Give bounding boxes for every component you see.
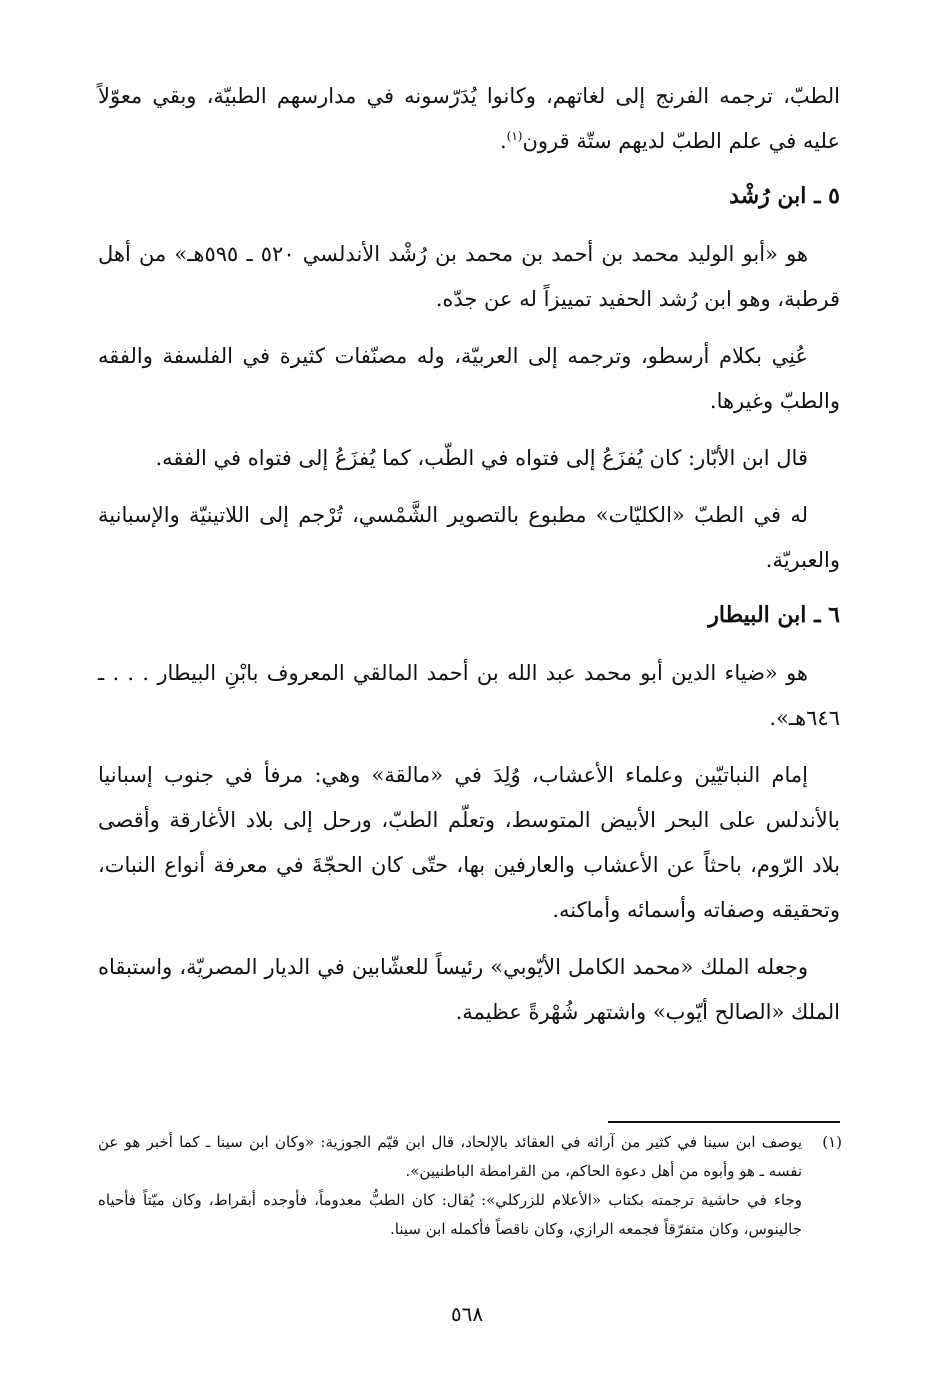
paragraph-ibn-rushd-kulliyat: له في الطبّ «الكليّات» مطبوع بالتصوير الشَّمْسي، تُرْجم إلى اللاتينيّة والإسبانية والعبريّة. [98,503,840,572]
paragraph-ibn-al-baitar-name: هو «ضياء الدين أبو محمد عبد الله بن أحمد المالقي المعروف بابْنِ البيطار . . . ـ ٦٤٦هـ». [98,661,840,730]
footnote-text: يوصف ابن سينا في كثير من آرائه في العقائد بالإلحاد، قال ابن قيّم الجوزية: «وكان ابن سينا ـ كما أخبر هو عن نفسه ـ هو وأبوه من أهل دعوة الحاكم، من القرامطة الباطنيين». [98,1133,802,1180]
paragraph-ibn-al-baitar-king: وجعله الملك «محمد الكامل الأيّوبي» رئيساً للعشّابين في الديار المصريّة، واستبقاه الملك «الصالح أيّوب» واشتهر شُهْرةً عظيمة. [98,955,840,1024]
paragraph-ibn-rushd-name: هو «أبو الوليد محمد بن أحمد بن محمد بن رُشْد الأندلسي ٥٢٠ ـ ٥٩٥هـ» من أهل قرطبة، وهو ابن رُشد الحفيد تمييزاً له عن جدّه. [98,242,840,311]
paragraph-ibn-al-baitar-bio: إمام النباتيّين وعلماء الأعشاب، وُلِدَ في «مالقة» وهي: مرفأ في جنوب إسبانيا بالأندلس على البحر الأبيض المتوسط، وتعلّم الطبّ، ورحل إلى بلاد الأغارقة وأقصى بلاد الرّوم، باحثاً عن الأعشاب والعارفين بها، حتّى كان الحجّةَ في معرفة أنواع النبات، وتحقيقه وصفاته وأسمائه وأماكنه. [98,763,840,922]
footnote-reference: (١) [506,129,523,143]
section-heading-ibn-rushd: ٥ ـ ابن رُشْد [729,183,840,209]
paragraph-text: الطبّ، ترجمه الفرنج إلى لغاتهم، وكانوا يُدَرّسونه في مدارسهم الطبيّة، وبقي معوّلاً عليه في علم الطبّ لديهم ستّة قرون [98,84,840,153]
footnote-1-continuation: وجاء في حاشية ترجمته بكتاب «الأعلام للزركلي»: يُقال: كان الطبُّ معدوماً، فأوجده أبقراط، وكان ميّتاً فأحياه جالينوس، وكان متفرّقاً فجمعه الرازي، وكان ناقصاً فأكمله ابن سينا. [98,1191,802,1238]
footnotes [98,1128,842,1244]
paragraph-end-mark: . [499,129,507,153]
footnote-divider [608,1121,840,1123]
footnote-1 [98,1128,842,1186]
footnote-number: (١) [822,1133,842,1151]
paragraph-ibn-rushd-quote: قال ابن الأبّار: كان يُفزَعُ إلى فتواه في الطّب، كما يُفزَعُ إلى فتواه في الفقه. [155,446,808,470]
section-heading-ibn-al-baitar: ٦ ـ ابن البيطار [708,602,840,628]
paragraph-continuation [98,74,840,164]
paragraph-ibn-rushd-works: عُنِي بكلام أرسطو، وترجمه إلى العربيّة، وله مصنّفات كثيرة في الفلسفة والفقه والطبّ وغيرها. [98,344,840,413]
main-text [98,74,840,1047]
page-number: ٥٦٨ [450,1302,484,1326]
